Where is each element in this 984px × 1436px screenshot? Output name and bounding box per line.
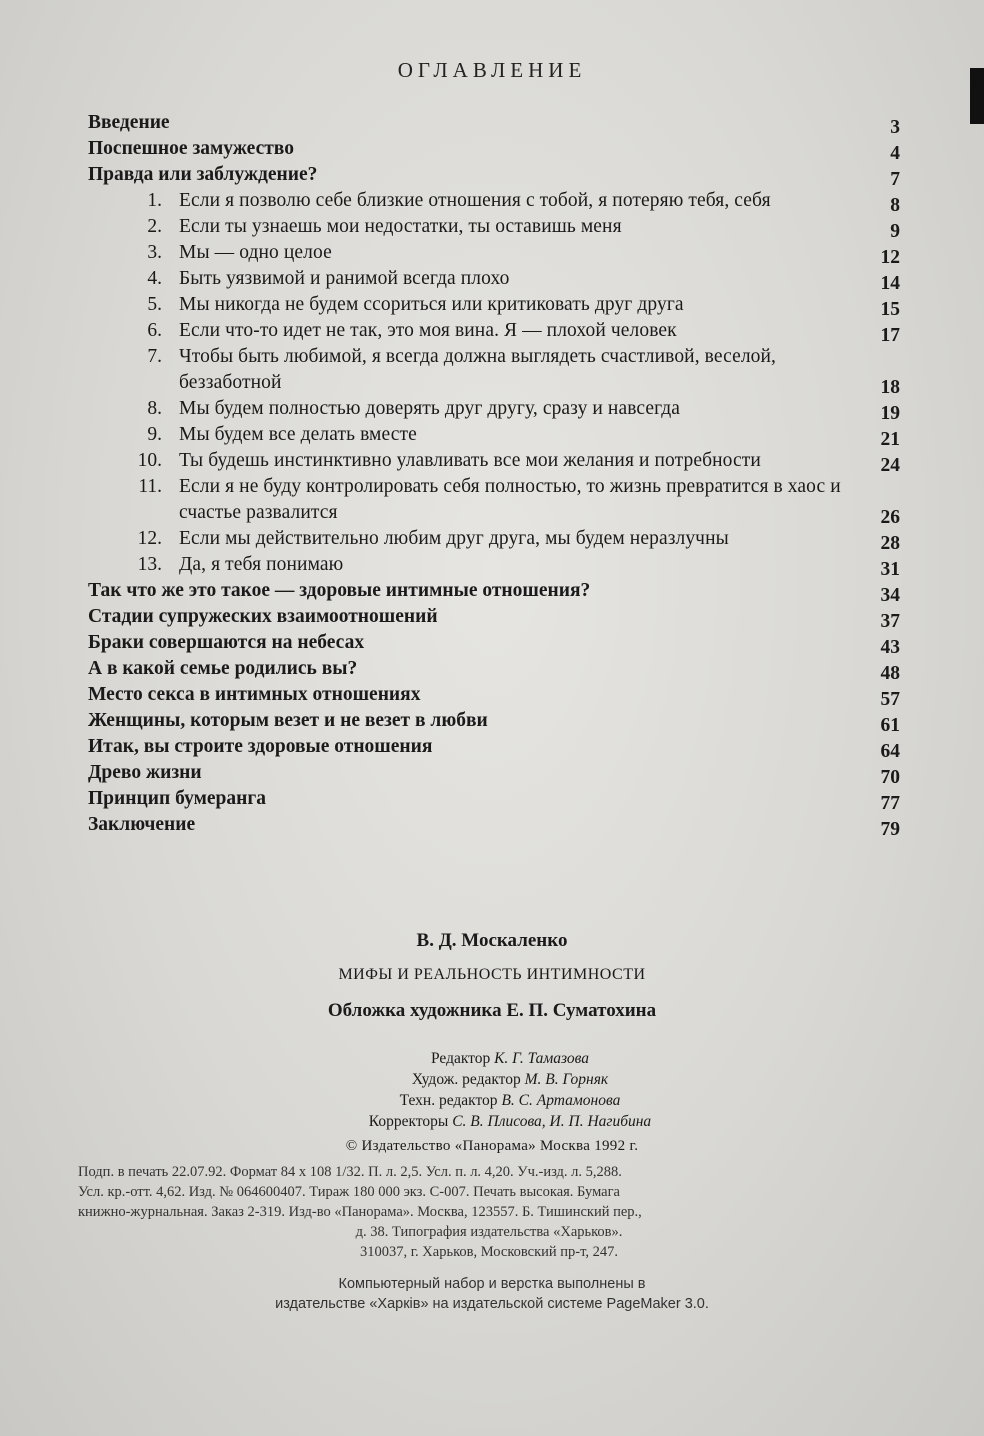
credit-line xyxy=(300,1069,720,1090)
toc-item-number: 6. xyxy=(147,320,162,341)
toc-page-number: 37 xyxy=(880,611,900,632)
toc-page-number: 15 xyxy=(880,299,900,320)
toc-item-title: Мы никогда не будем ссориться или критиковать друг друга xyxy=(179,294,684,315)
toc-item-number: 4. xyxy=(147,268,162,289)
toc-item-number: 11. xyxy=(138,476,162,497)
typeset-line: Компьютерный набор и верстка выполнены в xyxy=(338,1276,646,1292)
toc-subentry xyxy=(88,318,900,344)
toc-item-title: Если ты узнаешь мои недостатки, ты оставишь меня xyxy=(179,216,622,237)
toc-item-number: 9. xyxy=(147,424,162,445)
toc-chapter xyxy=(88,682,900,708)
toc-chapter xyxy=(88,708,900,734)
toc-item-title: Если я позволю себе близкие отношения с тобой, я потеряю тебя, себя xyxy=(179,190,771,211)
toc-page-number: 19 xyxy=(880,403,900,424)
toc-item-title: Да, я тебя понимаю xyxy=(179,554,344,575)
toc-chapter xyxy=(88,604,900,630)
toc-page-number: 70 xyxy=(880,767,900,788)
toc-item-title: Принцип бумеранга xyxy=(88,788,266,809)
toc-page-number: 31 xyxy=(880,559,900,580)
toc-item-number: 7. xyxy=(147,346,162,367)
toc-subentry xyxy=(88,448,900,474)
toc-item-title: Поспешное замужество xyxy=(88,138,294,159)
toc-item-number: 13. xyxy=(137,554,162,575)
toc-page-number: 14 xyxy=(880,273,900,294)
toc-page-number: 26 xyxy=(880,507,900,528)
toc-page-number: 79 xyxy=(880,819,900,840)
toc-page-number: 7 xyxy=(890,169,900,190)
toc-item-title: Стадии супружеских взаимоотношений xyxy=(88,606,438,627)
toc-page-number: 64 xyxy=(880,741,900,762)
toc-page-number: 9 xyxy=(890,221,900,242)
cover-artist: Обложка художника Е. П. Суматохина xyxy=(327,1000,657,1021)
pub-line: Усл. кр.-отт. 4,62. Изд. № 064600407. Тираж 180 000 экз. С-007. Печать высокая. Бумага xyxy=(78,1184,620,1200)
toc-item-title: Быть уязвимой и ранимой всегда плохо xyxy=(179,268,510,289)
toc-item-number: 8. xyxy=(147,398,162,419)
pub-line: книжно-журнальная. Заказ 2-319. Изд-во «Панорама». Москва, 123557. Б. Тишинский пер., xyxy=(78,1204,642,1220)
toc-page-number: 21 xyxy=(880,429,900,450)
credit-role: Корректоры xyxy=(368,1113,453,1130)
toc-subentry xyxy=(88,526,900,552)
toc-page-number: 28 xyxy=(880,533,900,554)
toc-page-number: 17 xyxy=(880,325,900,346)
toc-chapter xyxy=(88,110,900,136)
toc-page-number: 18 xyxy=(880,377,900,398)
pub-line: д. 38. Типография издательства «Харьков». xyxy=(355,1224,623,1240)
toc-subentry xyxy=(88,422,900,448)
toc-item-title: Мы — одно целое xyxy=(179,242,332,263)
credit-line xyxy=(300,1111,720,1132)
pub-line: Подп. в печать 22.07.92. Формат 84 х 108 1/32. П. л. 2,5. Усл. п. л. 4,20. Уч.-изд. л. 5,288. xyxy=(78,1164,622,1180)
toc-item-number: 10. xyxy=(137,450,162,471)
toc-subentry xyxy=(88,292,900,318)
toc-item-title: Так что же это такое — здоровые интимные отношения? xyxy=(88,580,591,601)
toc-chapter xyxy=(88,656,900,682)
toc-page-number: 4 xyxy=(890,143,900,164)
toc-item-title: Место секса в интимных отношениях xyxy=(88,684,421,705)
toc-item-title: Мы будем полностью доверять друг другу, сразу и навсегда xyxy=(179,398,681,419)
toc-item-title: Древо жизни xyxy=(88,762,202,783)
toc-item-title: Мы будем все делать вместе xyxy=(179,424,417,445)
credit-line xyxy=(300,1048,720,1069)
toc-chapter xyxy=(88,760,900,786)
pub-line: 310037, г. Харьков, Московский пр-т, 247. xyxy=(360,1244,618,1260)
book-author: В. Д. Москаленко xyxy=(416,930,568,951)
toc-page-number: 12 xyxy=(880,247,900,268)
typeset-line: издательстве «Харків» на издательской системе PageMaker 3.0. xyxy=(275,1296,709,1312)
toc-item-title: Женщины, которым везет и не везет в любви xyxy=(88,710,488,731)
toc-item-number: 3. xyxy=(147,242,162,263)
toc-item-number: 1. xyxy=(147,190,162,211)
toc-chapter xyxy=(88,734,900,760)
toc-subentry xyxy=(88,474,900,526)
typesetting-note xyxy=(0,1274,984,1314)
toc-page-number: 8 xyxy=(890,195,900,216)
toc-item-title: Введение xyxy=(88,112,170,133)
toc-item-title: Ты будешь инстинктивно улавливать все мои желания и потребности xyxy=(179,450,761,471)
toc-subentry xyxy=(88,188,900,214)
editorial-credits xyxy=(300,1048,720,1132)
credit-person: К. Г. Тамазова xyxy=(494,1050,589,1067)
toc-page-number: 61 xyxy=(880,715,900,736)
toc-chapter xyxy=(88,136,900,162)
toc-subentry xyxy=(88,214,900,240)
toc-subentry xyxy=(88,344,900,396)
toc-item-title: Если мы действительно любим друг друга, мы будем неразлучны xyxy=(179,528,729,549)
book-title: МИФЫ И РЕАЛЬНОСТЬ ИНТИМНОСТИ xyxy=(338,966,646,983)
toc-item-title: Если что-то идет не так, это моя вина. Я — плохой человек xyxy=(179,320,677,341)
credit-person: С. В. Плисова, И. П. Нагибина xyxy=(452,1113,652,1130)
toc-page-number: 43 xyxy=(880,637,900,658)
credit-role: Худож. редактор xyxy=(411,1071,525,1088)
toc-item-number: 12. xyxy=(137,528,162,549)
publication-details xyxy=(78,1162,900,1262)
toc-chapter xyxy=(88,162,900,188)
toc-page-number: 57 xyxy=(880,689,900,710)
toc-item-title: Итак, вы строите здоровые отношения xyxy=(88,736,433,757)
table-of-contents xyxy=(88,110,900,838)
copyright-line: © Издательство «Панорама» Москва 1992 г. xyxy=(345,1138,639,1154)
toc-subentry xyxy=(88,240,900,266)
toc-chapter xyxy=(88,812,900,838)
toc-page-number: 48 xyxy=(880,663,900,684)
toc-page-number: 3 xyxy=(890,117,900,138)
credit-role: Редактор xyxy=(430,1050,495,1067)
credit-role: Техн. редактор xyxy=(399,1092,502,1109)
toc-page-number: 24 xyxy=(880,455,900,476)
credit-person: М. В. Горняк xyxy=(524,1071,609,1088)
toc-chapter xyxy=(88,578,900,604)
toc-item-number: 2. xyxy=(147,216,162,237)
toc-item-number: 5. xyxy=(147,294,162,315)
toc-item-title: Заключение xyxy=(88,814,196,835)
toc-page-number: 77 xyxy=(880,793,900,814)
toc-item-title: Чтобы быть любимой, я всегда должна выглядеть счастливой, веселой, беззаботной xyxy=(179,346,777,393)
toc-subentry xyxy=(88,266,900,292)
toc-chapter xyxy=(88,630,900,656)
toc-item-title: А в какой семье родились вы? xyxy=(88,658,358,679)
toc-page-number: 34 xyxy=(880,585,900,606)
toc-item-title: Правда или заблуждение? xyxy=(88,164,318,185)
toc-chapter xyxy=(88,786,900,812)
toc-subentry xyxy=(88,396,900,422)
toc-item-title: Если я не буду контролировать себя полностью, то жизнь превратится в хаос и счастье развалится xyxy=(179,476,841,523)
toc-subentry xyxy=(88,552,900,578)
toc-item-title: Браки совершаются на небесах xyxy=(88,632,365,653)
credit-person: В. С. Артамонова xyxy=(501,1092,621,1109)
credit-line xyxy=(300,1090,720,1111)
page-title: ОГЛАВЛЕНИЕ xyxy=(397,58,587,82)
